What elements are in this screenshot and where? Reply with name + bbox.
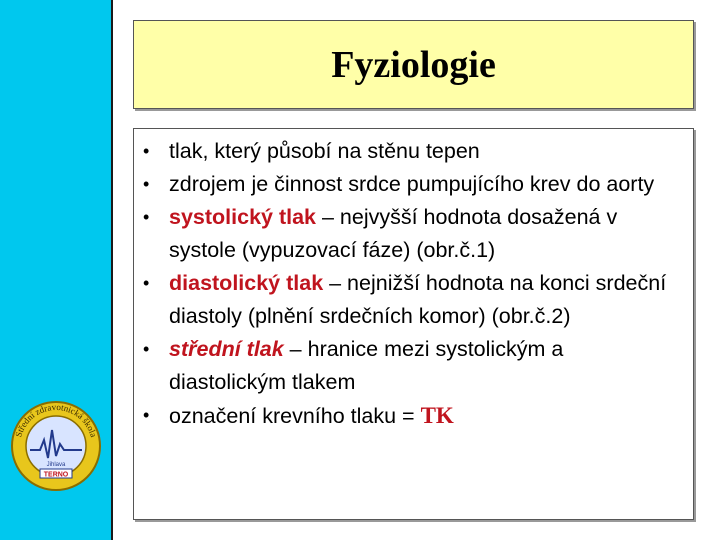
bullet-icon: • [143,207,150,227]
sidebar-bar [0,0,113,540]
content-box [133,128,694,520]
title-box [133,20,694,109]
list-item [134,201,685,267]
bullet-text: zdrojem je činnost srdce pumpujícího krev do aorty [169,172,655,196]
logo-text: Střední zdravotnická škola [13,401,99,439]
list-item [134,267,685,333]
bullet-text: – nejvyšší hodnota dosažená v systole (vypuzovací fáze) (obr.č.1) [169,205,618,262]
list-item [134,168,685,201]
bullet-icon: • [143,405,150,425]
list-item [134,333,685,399]
bullet-icon: • [143,339,150,359]
term-mean: střední tlak [169,337,284,361]
bullet-list [134,129,693,433]
bullet-text: označení krevního tlaku = [169,404,421,428]
slide-title: Fyziologie [331,43,496,86]
school-seal-logo [10,400,102,492]
bullet-icon: • [143,273,150,293]
logo-city: Jihlava [46,462,66,468]
list-item [134,399,685,433]
bullet-text: – nejnižší hodnota na konci srdeční diastoly (plnění srdečních komor) (obr.č.2) [169,271,667,328]
tk-abbreviation: TK [420,403,454,428]
bullet-icon: • [143,141,150,161]
bullet-text: – hranice mezi systolickým a diastolickým tlakem [169,337,564,394]
term-systolic: systolický tlak [169,205,317,229]
logo-badge: TERNO [43,471,69,479]
term-diastolic: diastolický tlak [169,271,324,295]
bullet-icon: • [143,174,150,194]
bullet-text: tlak, který působí na stěnu tepen [169,139,480,163]
list-item [134,135,685,168]
